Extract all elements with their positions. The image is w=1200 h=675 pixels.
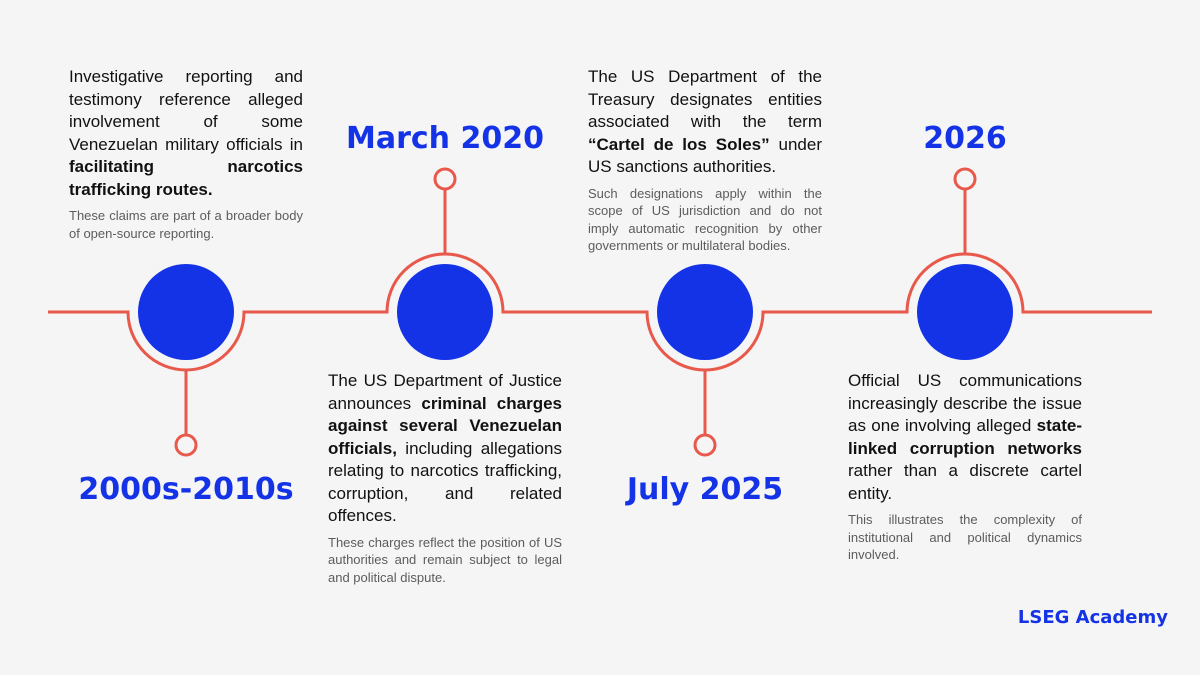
milestone-main-text: The US Department of the Treasury designates entities associated with the term “Cartel de los Soles” under US sanctions authorities. [588,67,822,176]
milestone-node-march-2020 [397,264,493,360]
end-node-march-2020 [435,169,455,189]
milestone-note: These charges reflect the position of US authorities and remain subject to legal and political dispute. [328,534,562,585]
milestone-node-2026 [917,264,1013,360]
milestone-main-text: The US Department of Justice announces criminal charges against several Venezuelan officials, including allegations relating to narcotics trafficking, corruption, and related offences. [328,371,562,525]
milestone-note: Such designations apply within the scope of US jurisdiction and do not imply automatic recognition by other governments or multilateral bodies. [588,185,822,253]
milestone-note: These claims are part of a broader body of open-source reporting. [69,208,303,241]
end-node-july-2025 [695,435,715,455]
brand-logo-text: LSEG Academy [1017,607,1168,628]
milestone-node-2000s [138,264,234,360]
milestone-text-2000s [69,66,303,242]
milestone-main-text: Investigative reporting and testimony reference alleged involvement of some Venezuelan military officials in facilitating narcotics trafficking routes. [69,67,303,199]
milestone-text-march-2020 [328,370,562,586]
milestone-note: This illustrates the complexity of institutional and political dynamics involved. [848,512,1082,562]
milestone-main-text: Official US communications increasingly describe the issue as one involving alleged state-linked corruption networks rather than a discrete cartel entity. [848,371,1082,503]
milestone-node-july-2025 [657,264,753,360]
milestone-label-july-2025: July 2025 [626,472,784,507]
milestone-text-2026 [848,370,1082,564]
milestone-label-2000s: 2000s-2010s [78,472,294,507]
end-node-2026 [955,169,975,189]
milestone-text-july-2025 [588,66,822,255]
milestone-label-2026: 2026 [923,121,1007,156]
end-node-2000s [176,435,196,455]
milestone-label-march-2020: March 2020 [346,121,544,156]
